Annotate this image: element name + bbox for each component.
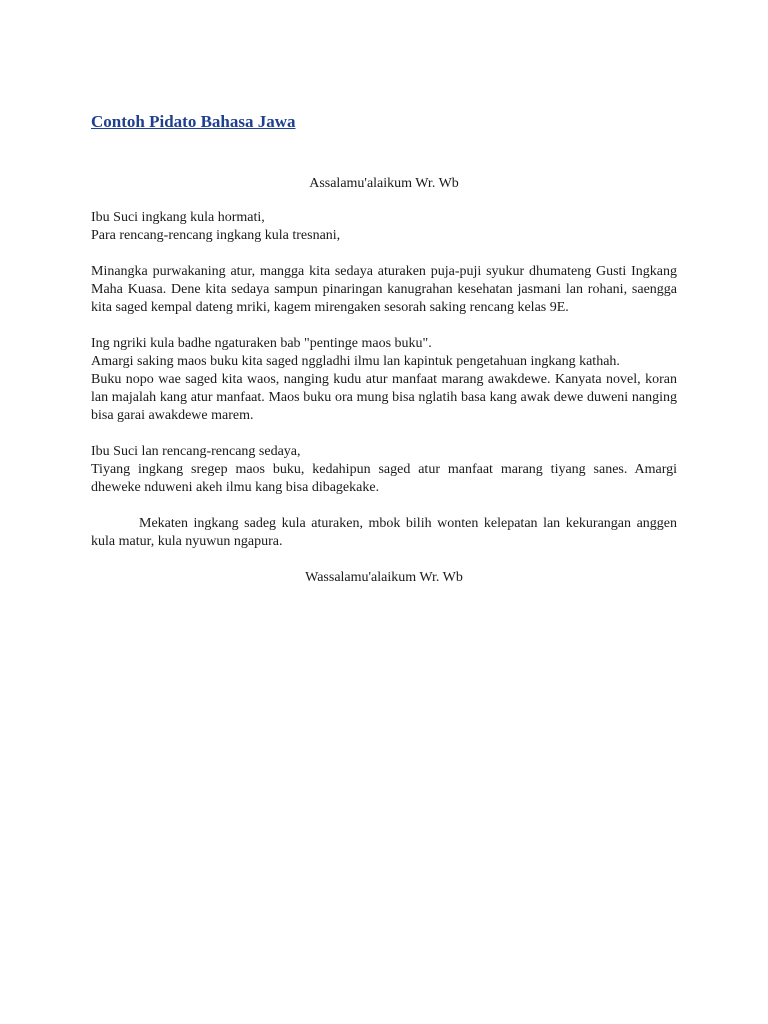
- paragraph-line: Buku nopo wae saged kita waos, nanging kudu atur manfaat marang awakdewe. Kanyata novel, koran lan majalah kang atur manfaat. Maos buku ora mung bisa nglatih basa kang awak dewe duweni nanging bisa garai awakdewe marem.: [91, 372, 677, 423]
- document-content: [91, 110, 677, 587]
- opening-greeting: Assalamu'alaikum Wr. Wb: [309, 176, 459, 191]
- address-block: [91, 209, 677, 245]
- paragraph-closing: Mekaten ingkang sadeg kula aturaken, mbok bilih wonten kelepatan lan kekurangan anggen kula matur, kula nyuwun ngapura.: [91, 516, 677, 549]
- paragraph-topic: [91, 335, 677, 425]
- paragraph-line: Tiyang ingkang sregep maos buku, kedahipun saged atur manfaat marang tiyang sanes. Amargi dheweke nduweni akeh ilmu kang bisa dibagekake.: [91, 462, 677, 495]
- document-title[interactable]: Contoh Pidato Bahasa Jawa: [91, 112, 296, 131]
- paragraph-opening: Minangka purwakaning atur, mangga kita sedaya aturaken puja-puji syukur dhumateng Gusti Ingkang Maha Kuasa. Dene kita sedaya sampun pinaringan kanugrahan kesehatan jasmani lan rohani, saengga kita saged kempal dateng mriki, kagem mirengaken sesorah saking rencang kelas 9E.: [91, 264, 677, 315]
- paragraph-address-again: [91, 443, 677, 497]
- closing-greeting: Wassalamu'alaikum Wr. Wb: [305, 570, 463, 585]
- paragraph-line: Ing ngriki kula badhe ngaturaken bab "pentinge maos buku".: [91, 336, 432, 351]
- paragraph-line: Amargi saking maos buku kita saged nggladhi ilmu lan kapintuk pengetahuan ingkang kathah.: [91, 354, 620, 369]
- paragraph-line: Ibu Suci lan rencang-rencang sedaya,: [91, 444, 301, 459]
- address-line: Ibu Suci ingkang kula hormati,: [91, 210, 265, 225]
- address-line: Para rencang-rencang ingkang kula tresnani,: [91, 228, 341, 243]
